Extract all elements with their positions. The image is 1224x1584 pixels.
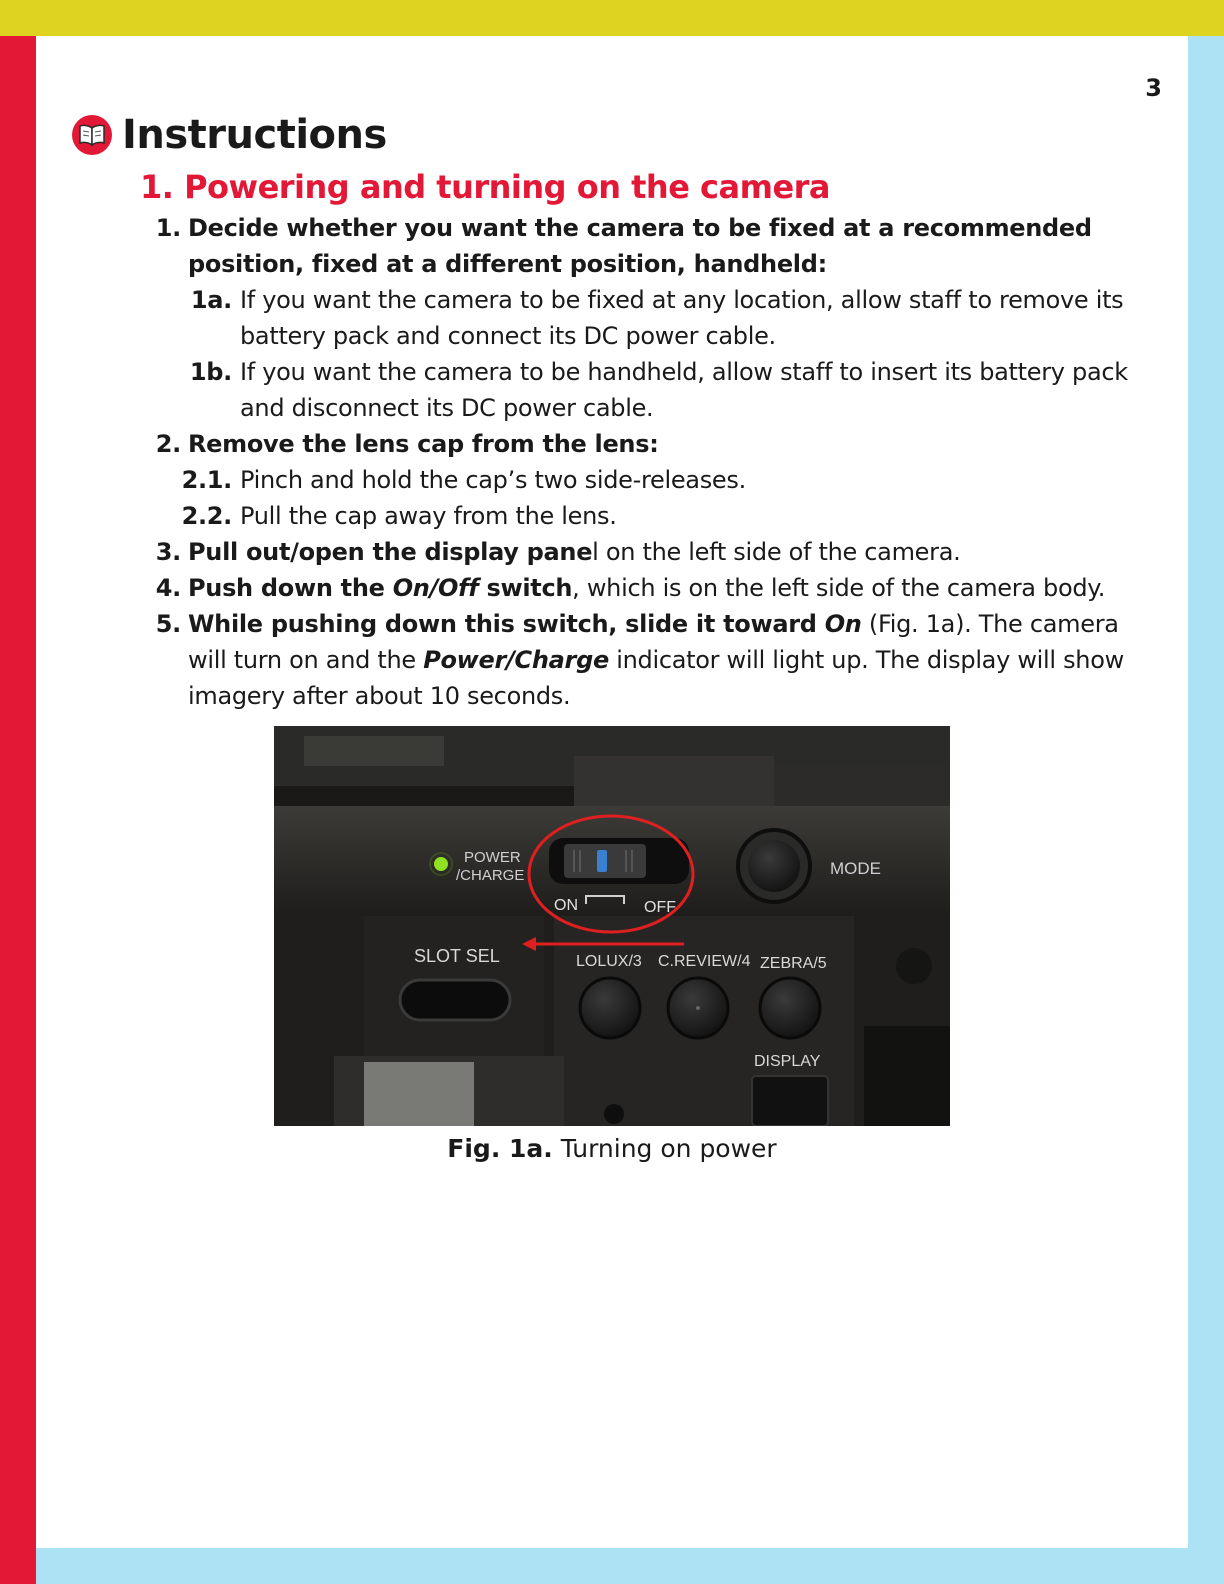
on-label: ON bbox=[554, 897, 578, 914]
mode-label: MODE bbox=[830, 859, 881, 878]
off-label: OFF bbox=[644, 899, 676, 916]
page-heading bbox=[72, 112, 387, 158]
step-2-1: 2.1. Pinch and hold the cap’s two side-releases. bbox=[181, 466, 746, 494]
lolux-label: LOLUX/3 bbox=[576, 953, 642, 970]
power-led bbox=[434, 857, 448, 871]
heading-text: Instructions bbox=[122, 112, 387, 158]
step-1b: 1b. If you want the camera to be handheld, allow staff to insert its battery pack and disconnect its DC power cable. bbox=[189, 358, 1128, 422]
power-label: POWER bbox=[464, 849, 521, 866]
step-2-2: 2.2. Pull the cap away from the lens. bbox=[181, 502, 617, 530]
step-2: 2. Remove the lens cap from the lens: bbox=[155, 430, 659, 458]
mode-button bbox=[748, 840, 800, 892]
display-button bbox=[752, 1076, 828, 1126]
zebra-button bbox=[760, 978, 820, 1038]
figure-caption: Fig. 1a. Turning on power bbox=[447, 1134, 777, 1163]
display-label: DISPLAY bbox=[754, 1053, 821, 1070]
steps-list bbox=[140, 210, 1140, 714]
charge-label: /CHARGE bbox=[456, 867, 525, 884]
step-3: 3. Pull out/open the display panel on the left side of the camera. bbox=[155, 538, 961, 566]
section-title: 1. Powering and turning on the camera bbox=[140, 168, 831, 206]
step-5: 5. While pushing down this switch, slide it toward On (Fig. 1a). The camera will turn on and the Power/Charge indicator will light up. The display will show imagery after about 10 seconds. bbox=[155, 610, 1124, 710]
slot-sel-button bbox=[400, 980, 510, 1020]
step-1: 1. Decide whether you want the camera to be fixed at a recommended position, fixed at a different position, handheld: bbox=[155, 214, 1092, 278]
bottom-color-band bbox=[36, 1548, 1188, 1584]
camera-photo bbox=[274, 726, 950, 1126]
book-icon bbox=[72, 115, 112, 155]
step-4: 4. Push down the On/Off switch, which is on the left side of the camera body. bbox=[155, 574, 1106, 602]
page-number: 3 bbox=[1145, 74, 1162, 102]
zebra-label: ZEBRA/5 bbox=[760, 955, 827, 972]
step-1a: 1a. If you want the camera to be fixed at any location, allow staff to remove its battery pack and connect its DC power cable. bbox=[190, 286, 1124, 350]
lolux-button bbox=[580, 978, 640, 1038]
right-color-band bbox=[1188, 36, 1224, 1584]
left-color-band bbox=[0, 36, 36, 1584]
switch-indicator bbox=[597, 850, 607, 872]
creview-label: C.REVIEW/4 bbox=[658, 953, 751, 970]
slot-sel-label: SLOT SEL bbox=[414, 946, 500, 966]
top-color-band bbox=[0, 0, 1224, 36]
